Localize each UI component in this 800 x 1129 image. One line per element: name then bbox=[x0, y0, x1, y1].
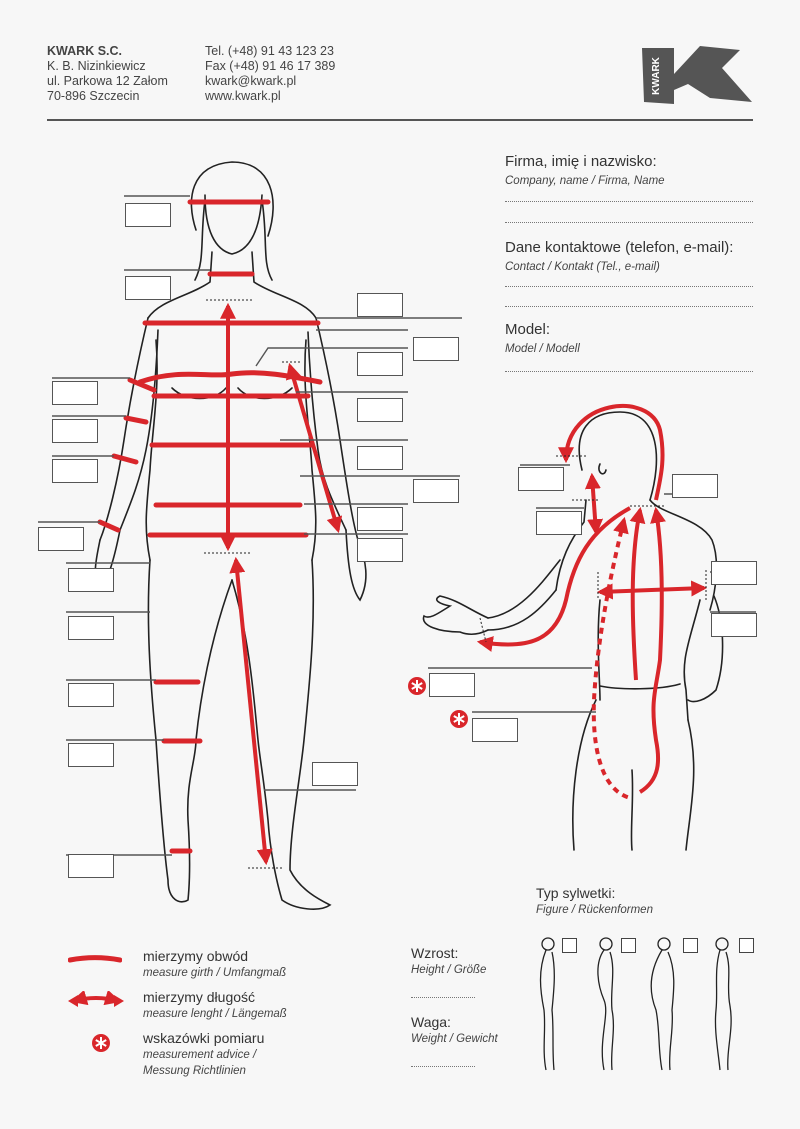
legend-length bbox=[143, 989, 287, 1022]
back-length-box[interactable] bbox=[672, 474, 718, 498]
company-field-label: Firma, imię i nazwisko: bbox=[505, 153, 657, 170]
contact-field-sub: Contact / Kontakt (Tel., e-mail) bbox=[505, 261, 660, 273]
upperarm-girth-box[interactable] bbox=[52, 381, 98, 405]
figure-type-checkbox-1[interactable] bbox=[562, 938, 577, 953]
legend-advice bbox=[143, 1030, 264, 1079]
weight-label: Waga: bbox=[411, 1014, 451, 1030]
knee-girth-box[interactable] bbox=[68, 683, 114, 707]
thigh-girth-box[interactable] bbox=[68, 568, 114, 592]
hip-girth-box[interactable] bbox=[357, 507, 403, 531]
calf-girth-box[interactable] bbox=[68, 743, 114, 767]
head-arc-box[interactable] bbox=[518, 467, 564, 491]
company-name: KWARK S.C. bbox=[47, 44, 122, 58]
height-label: Wzrost: bbox=[411, 945, 459, 961]
back-length-arrow bbox=[640, 510, 662, 792]
forearm-girth-box[interactable] bbox=[52, 459, 98, 483]
neck-height-arrow bbox=[592, 476, 596, 532]
figure-type-sub: Figure / Rückenformen bbox=[536, 904, 653, 916]
forearm-girth-line bbox=[114, 456, 136, 462]
neck-girth-box[interactable] bbox=[125, 276, 171, 300]
silhouette-round bbox=[651, 938, 674, 1070]
length-legend-icon bbox=[66, 991, 126, 1009]
head-girth-box[interactable] bbox=[125, 203, 171, 227]
weight-sub: Weight / Gewicht bbox=[411, 1033, 498, 1045]
asterisk-icon bbox=[449, 709, 469, 729]
legend-length-sub: measure lenght / Längemaß bbox=[143, 1008, 287, 1020]
seat-length-box[interactable] bbox=[472, 718, 518, 742]
height-field bbox=[411, 945, 486, 978]
asterisk-icon bbox=[407, 676, 427, 696]
company-fax: Fax (+48) 91 46 17 389 bbox=[205, 59, 336, 73]
arm-length-box[interactable] bbox=[413, 479, 459, 503]
legend-length-label: mierzymy długość bbox=[143, 989, 256, 1005]
ankle-girth-box[interactable] bbox=[68, 854, 114, 878]
elbow-girth-line bbox=[126, 418, 146, 422]
leg-length-arrow bbox=[236, 560, 266, 862]
model-field-sub: Model / Modell bbox=[505, 343, 580, 355]
weight-field bbox=[411, 1014, 498, 1047]
company-email[interactable]: kwark@kwark.pl bbox=[205, 74, 297, 88]
svg-text:KWARK: KWARK bbox=[651, 57, 662, 95]
head-arc-arrow bbox=[566, 406, 663, 500]
company-www[interactable]: www.kwark.pl bbox=[205, 89, 281, 103]
figure-type-field bbox=[536, 885, 653, 918]
underbust-girth-box[interactable] bbox=[357, 398, 403, 422]
seat-girth-box[interactable] bbox=[357, 538, 403, 562]
height-input-line[interactable] bbox=[411, 997, 475, 998]
legend-girth bbox=[143, 948, 286, 981]
legend-girth-label: mierzymy obwód bbox=[143, 948, 249, 964]
company-tel: Tel. (+48) 91 43 123 23 bbox=[205, 44, 334, 58]
silhouette-straight bbox=[541, 938, 555, 1070]
wrist-girth-box[interactable] bbox=[38, 527, 84, 551]
leg-length-box[interactable] bbox=[312, 762, 358, 786]
figure-type-label: Typ sylwetki: bbox=[536, 885, 616, 901]
company-city: 70-896 Szczecin bbox=[47, 89, 140, 103]
company-owners: K. B. Nizinkiewicz bbox=[47, 59, 146, 73]
girth-legend-icon bbox=[68, 951, 122, 965]
back-width-arrow bbox=[600, 588, 704, 592]
elbow-girth-box[interactable] bbox=[52, 419, 98, 443]
back-waist-box[interactable] bbox=[711, 613, 757, 637]
figure-type-checkbox-3[interactable] bbox=[683, 938, 698, 953]
sleeve-length-box[interactable] bbox=[429, 673, 475, 697]
company-street: ul. Parkowa 12 Załom bbox=[47, 74, 168, 88]
shoulder-girth-box[interactable] bbox=[357, 293, 403, 317]
weight-input-line[interactable] bbox=[411, 1066, 475, 1067]
legend-girth-sub: measure girth / Umfangmaß bbox=[143, 967, 287, 979]
front-length-box[interactable] bbox=[413, 337, 459, 361]
legend-advice-sub2: Messung Richtlinien bbox=[143, 1065, 246, 1077]
legend-advice-label: wskazówki pomiaru bbox=[143, 1030, 265, 1046]
chest-girth-box[interactable] bbox=[357, 352, 403, 376]
figure-type-checkbox-4[interactable] bbox=[739, 938, 754, 953]
contact-field-label: Dane kontaktowe (telefon, e-mail): bbox=[505, 239, 734, 256]
asterisk-icon bbox=[91, 1033, 111, 1053]
midthigh-girth-box[interactable] bbox=[68, 616, 114, 640]
waist-girth-box[interactable] bbox=[357, 446, 403, 470]
figure-type-checkbox-2[interactable] bbox=[621, 938, 636, 953]
back-width-box[interactable] bbox=[711, 561, 757, 585]
height-sub: Height / Größe bbox=[411, 964, 487, 976]
neck-height-box[interactable] bbox=[536, 511, 582, 535]
company-field-sub: Company, name / Firma, Name bbox=[505, 175, 665, 187]
silhouette-sway bbox=[715, 938, 731, 1070]
wrist-girth-line bbox=[100, 522, 118, 530]
silhouette-curved bbox=[598, 938, 613, 1070]
model-field-label: Model: bbox=[505, 321, 551, 338]
legend-advice-sub1: measurement advice / bbox=[143, 1049, 257, 1061]
